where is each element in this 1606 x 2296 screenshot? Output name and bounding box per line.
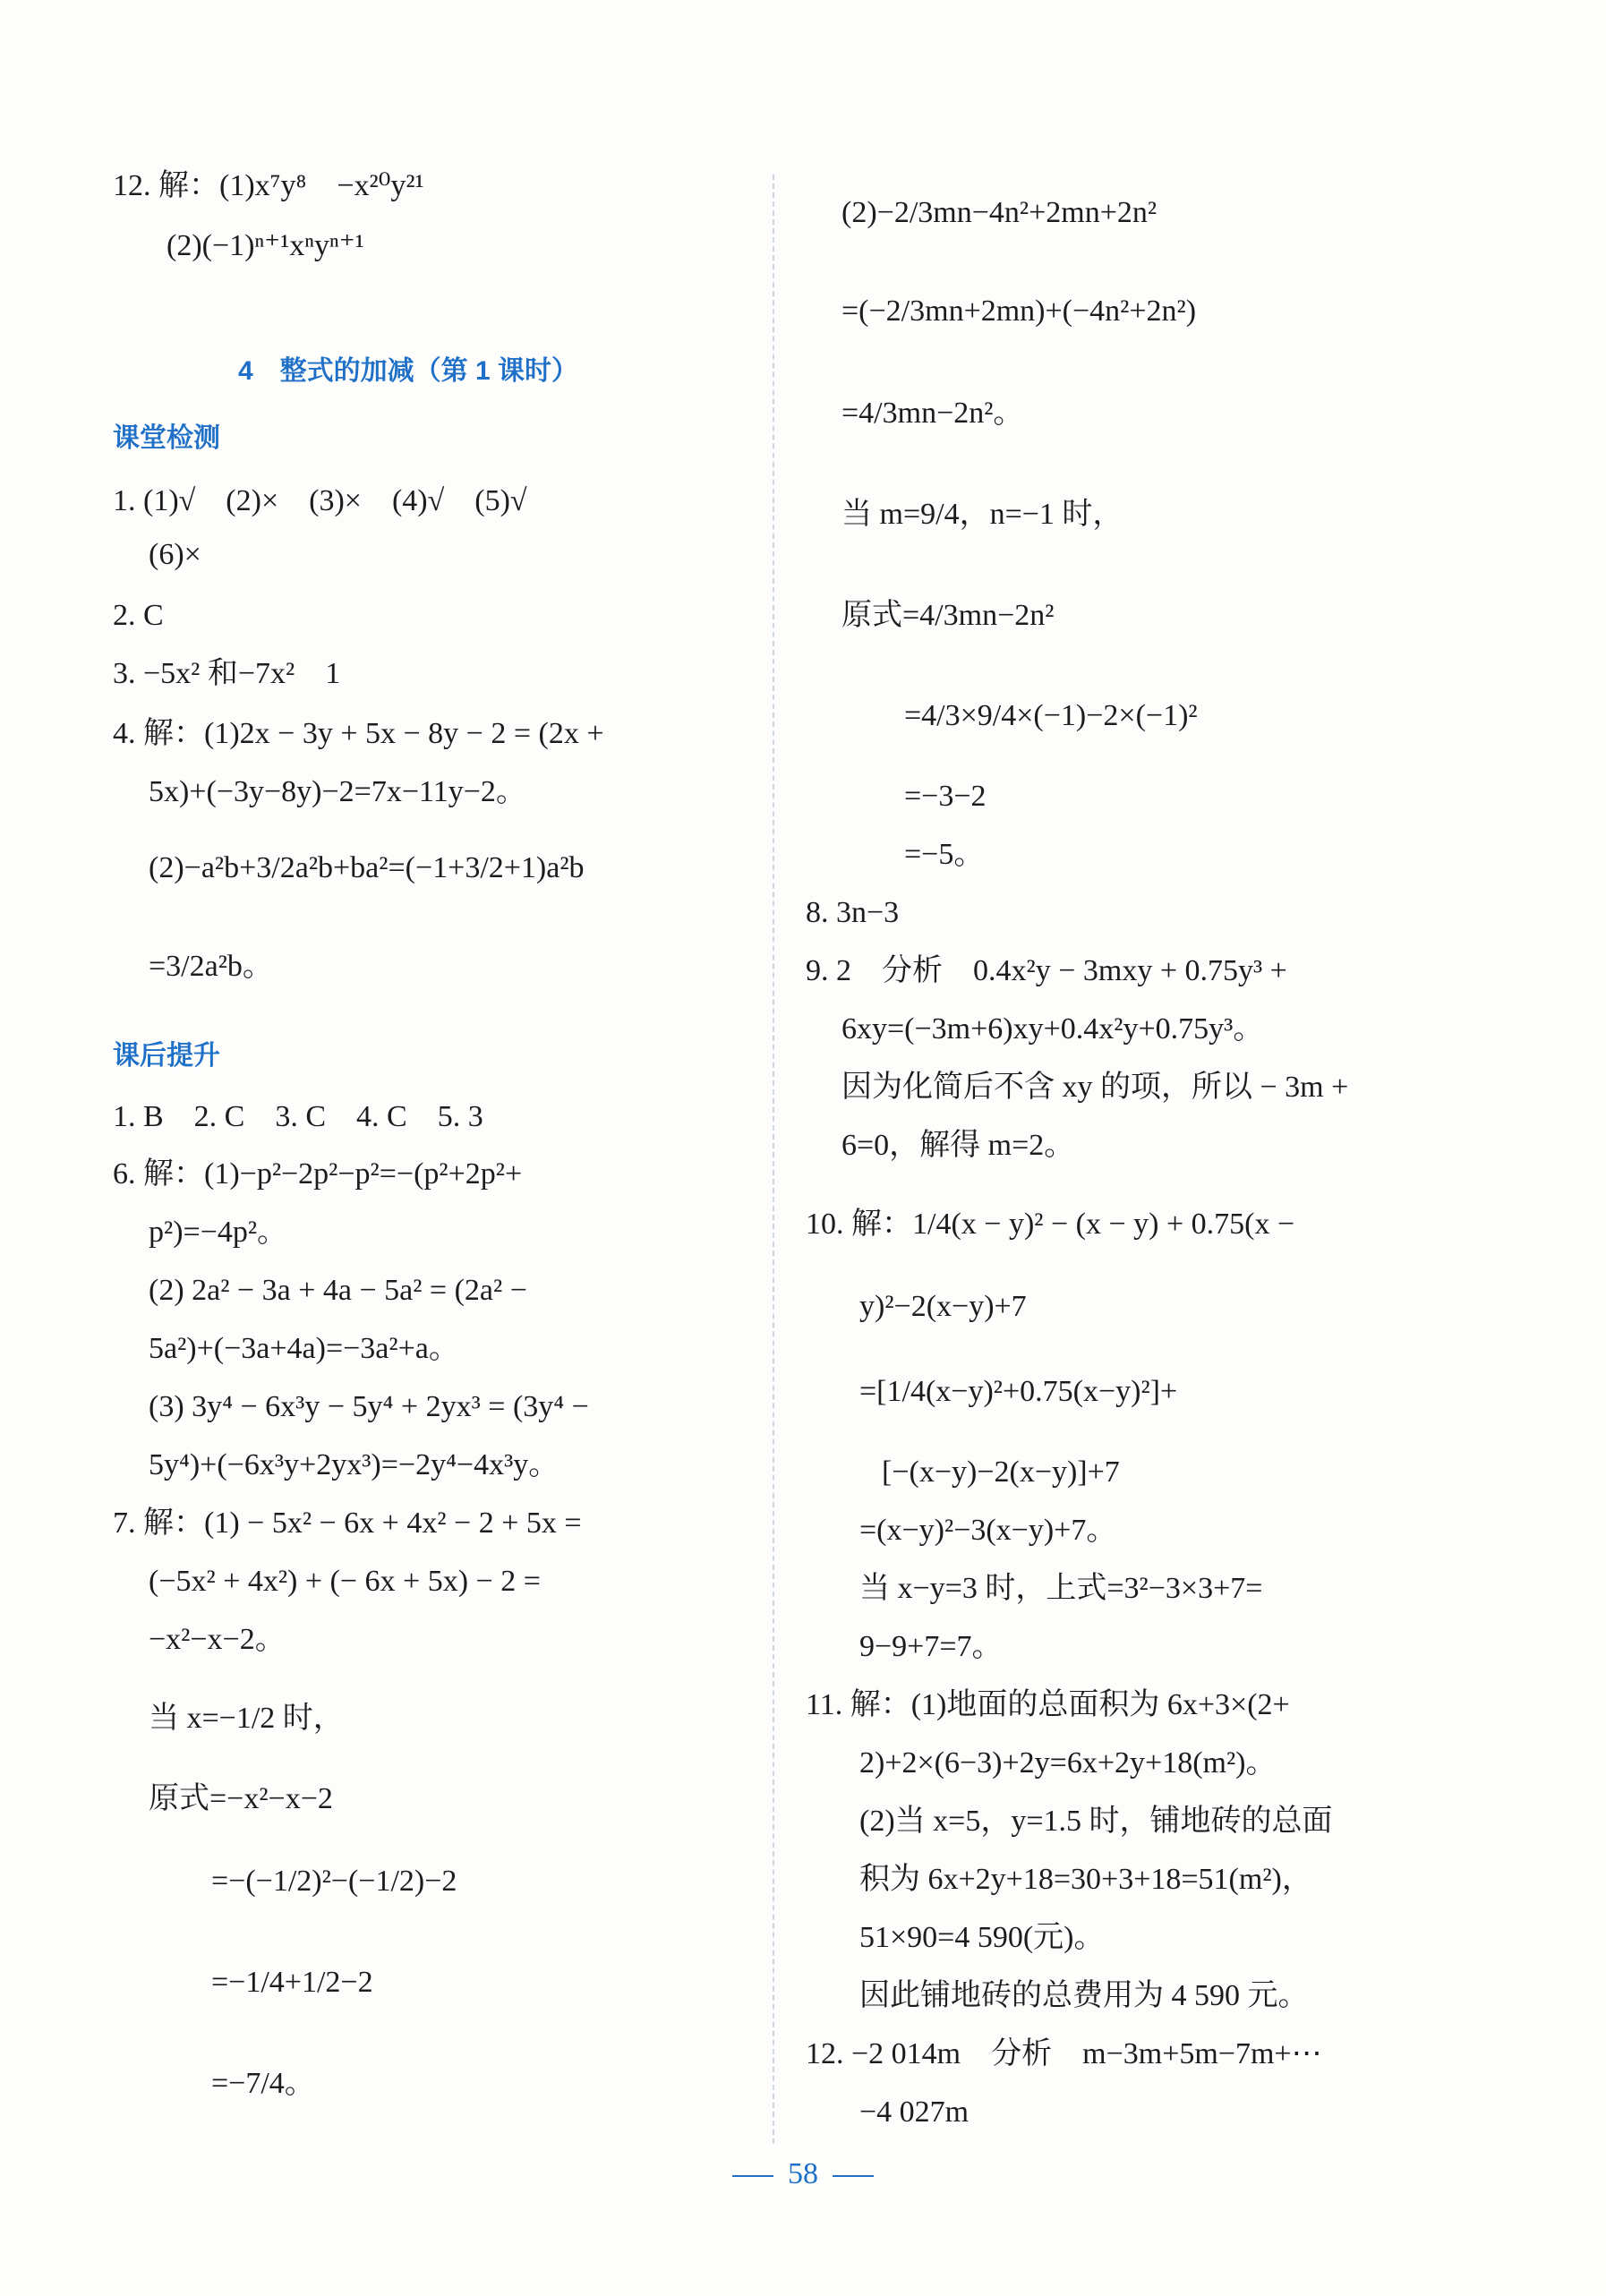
right-column-line: 因为化简后不含 xy 的项，所以 − 3m + <box>841 1071 1349 1104</box>
left-column-line: 4. 解：(1)2x − 3y + 5x − 8y − 2 = (2x + <box>113 717 604 750</box>
left-column-line: (6)× <box>149 538 201 571</box>
right-column-line: 因此铺地砖的总费用为 4 590 元。 <box>859 1979 1309 2012</box>
left-column-line: −x²−x−2。 <box>149 1623 286 1656</box>
left-column-line: (2)−a²b+3/2a²b+ba²=(−1+3/2+1)a²b <box>149 851 585 884</box>
left-column-line: p²)=−4p²。 <box>149 1216 288 1249</box>
right-column-line: =−5。 <box>904 838 985 871</box>
left-column-line: =3/2a²b。 <box>149 950 273 983</box>
right-column-line: 当 m=9/4，n=−1 时， <box>841 498 1123 531</box>
left-column-line: 1. (1)√ (2)× (3)× (4)√ (5)√ <box>113 484 527 517</box>
left-column-line: (−5x² + 4x²) + (− 6x + 5x) − 2 = <box>149 1565 541 1598</box>
right-column-line: 原式=4/3mn−2n² <box>841 599 1055 632</box>
left-column-line: 原式=−x²−x−2 <box>149 1782 333 1815</box>
left-column-line: 当 x=−1/2 时， <box>149 1702 344 1735</box>
left-column-line: (2)(−1)ⁿ⁺¹xⁿyⁿ⁺¹ <box>167 229 364 262</box>
left-column-line: 2. C <box>113 599 164 632</box>
left-column-line: 6. 解：(1)−p²−2p²−p²=−(p²+2p²+ <box>113 1157 523 1191</box>
page-number-text: 58 <box>788 2157 818 2190</box>
right-column-line: [−(x−y)−2(x−y)]+7 <box>882 1455 1120 1489</box>
right-column-line: 9−9+7=7。 <box>859 1630 1003 1663</box>
left-column-line: (2) 2a² − 3a + 4a − 5a² = (2a² − <box>149 1274 527 1307</box>
left-column-line: 3. −5x² 和−7x² 1 <box>113 657 341 690</box>
page-number <box>0 2157 1606 2191</box>
right-column-line: 9. 2 分析 0.4x²y − 3mxy + 0.75y³ + <box>806 954 1287 987</box>
right-column-line: 6xy=(−3m+6)xy+0.4x²y+0.75y³。 <box>841 1012 1264 1046</box>
right-column-line: y)²−2(x−y)+7 <box>859 1290 1027 1323</box>
right-column-line: =[1/4(x−y)²+0.75(x−y)²]+ <box>859 1375 1178 1408</box>
right-column-line: (2)当 x=5，y=1.5 时，铺地砖的总面 <box>859 1805 1333 1838</box>
left-column-line: 课堂检测 <box>113 423 220 453</box>
left-column-line: =−1/4+1/2−2 <box>211 1966 373 1999</box>
left-column-line: =−7/4。 <box>211 2067 315 2100</box>
right-column-line: 2)+2×(6−3)+2y=6x+2y+18(m²)。 <box>859 1746 1277 1780</box>
left-column-line: 12. 解：(1)x⁷y⁸ −x²⁰y²¹ <box>113 169 424 202</box>
left-column-line: (3) 3y⁴ − 6x³y − 5y⁴ + 2yx³ = (3y⁴ − <box>149 1390 589 1423</box>
right-column-line: =4/3mn−2n²。 <box>841 397 1024 430</box>
right-column-line: =4/3×9/4×(−1)−2×(−1)² <box>904 699 1198 732</box>
right-column-line: =−3−2 <box>904 780 987 813</box>
left-column-line: 5a²)+(−3a+4a)=−3a²+a。 <box>149 1332 459 1365</box>
right-column-line: 51×90=4 590(元)。 <box>859 1921 1105 1954</box>
right-column-line: 6=0，解得 m=2。 <box>841 1129 1075 1162</box>
right-column-line: 8. 3n−3 <box>806 896 900 929</box>
left-column-line: 5x)+(−3y−8y)−2=7x−11y−2。 <box>149 775 526 808</box>
left-column-line: =−(−1/2)²−(−1/2)−2 <box>211 1865 457 1898</box>
right-column-line: 当 x−y=3 时，上式=3²−3×3+7= <box>859 1572 1263 1605</box>
right-column-line: (2)−2/3mn−4n²+2mn+2n² <box>841 196 1158 229</box>
left-column-line: 4 整式的加减（第 1 课时） <box>238 356 579 386</box>
right-column-line: 12. −2 014m 分析 m−3m+5m−7m+⋯ <box>806 2037 1322 2070</box>
right-column-line: =(x−y)²−3(x−y)+7。 <box>859 1514 1117 1547</box>
left-column-line: 7. 解：(1) − 5x² − 6x + 4x² − 2 + 5x = <box>113 1506 582 1540</box>
left-column-line: 课后提升 <box>113 1041 220 1071</box>
right-column-line: −4 027m <box>859 2095 970 2129</box>
right-column-line: 10. 解：1/4(x − y)² − (x − y) + 0.75(x − <box>806 1208 1295 1241</box>
column-divider <box>773 175 774 2144</box>
right-column-line: =(−2/3mn+2mn)+(−4n²+2n²) <box>841 294 1197 328</box>
right-column-line: 11. 解：(1)地面的总面积为 6x+3×(2+ <box>806 1688 1290 1721</box>
right-column-line: 积为 6x+2y+18=30+3+18=51(m²)， <box>859 1863 1312 1896</box>
left-column-line: 5y⁴)+(−6x³y+2yx³)=−2y⁴−4x³y。 <box>149 1448 560 1481</box>
left-column-line: 1. B 2. C 3. C 4. C 5. 3 <box>113 1100 483 1133</box>
